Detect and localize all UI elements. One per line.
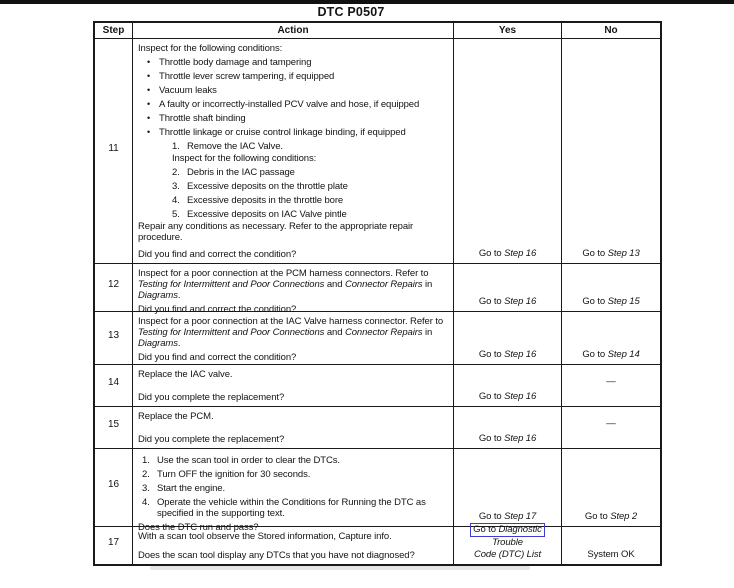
yes-cell xyxy=(454,312,562,365)
question-text: Does the DTC run and pass? xyxy=(138,522,259,533)
numbered-item xyxy=(142,497,449,519)
goto-text: Go to Step 16 xyxy=(478,247,537,259)
bullet-item xyxy=(147,99,449,110)
bullet-text: Throttle shaft binding xyxy=(159,113,246,124)
question-text: Does the scan tool display any DTCs that you have not diagnosed? xyxy=(138,550,415,561)
numbered-item xyxy=(172,209,449,220)
number-label: 2. xyxy=(172,167,180,178)
step-cell: 11 xyxy=(95,39,133,264)
column-header-no: No xyxy=(562,23,660,39)
numbered-text: Operate the vehicle within the Conditions for Running the DTC as specified in the supporting text. xyxy=(157,497,426,519)
number-label: 3. xyxy=(142,483,150,494)
bullet-icon: • xyxy=(147,127,151,137)
step-cell: 14 xyxy=(95,365,133,407)
bullet-item xyxy=(147,71,449,82)
action-cell xyxy=(133,264,454,315)
goto-text: Go to Step 16 xyxy=(478,390,537,402)
yes-cell xyxy=(454,365,562,407)
bullet-text: Vacuum leaks xyxy=(159,85,217,96)
numbered-item xyxy=(172,167,449,178)
goto-text: Go to Step 15 xyxy=(582,295,640,307)
question-text: Did you find and correct the condition? xyxy=(138,352,297,363)
number-label: 1. xyxy=(172,141,180,152)
goto-text: System OK xyxy=(587,548,635,560)
step-cell: 17 xyxy=(95,527,133,564)
numbered-item xyxy=(172,141,449,152)
numbered-item xyxy=(142,455,449,466)
question-text: Did you find and correct the condition? xyxy=(138,304,297,315)
bullet-text: Throttle body damage and tampering xyxy=(159,57,312,68)
bullet-item xyxy=(147,85,449,96)
number-label: 3. xyxy=(172,181,180,192)
number-label: 4. xyxy=(142,497,150,508)
step-cell: 16 xyxy=(95,449,133,527)
no-cell xyxy=(562,449,660,527)
column-header-action: Action xyxy=(133,23,454,39)
goto-text: Go to Step 13 xyxy=(582,247,640,259)
scan-artifact xyxy=(150,566,530,570)
numbered-text: Use the scan tool in order to clear the DTCs. xyxy=(157,455,340,466)
bullet-icon: • xyxy=(147,113,151,123)
yes-cell xyxy=(454,39,562,264)
goto-text: Go to Step 14 xyxy=(582,348,640,360)
no-cell xyxy=(562,527,660,564)
numbered-item xyxy=(172,153,449,164)
number-label: 5. xyxy=(172,209,180,220)
no-cell xyxy=(562,365,660,407)
step-cell: 15 xyxy=(95,407,133,449)
page-title: DTC P0507 xyxy=(317,5,385,19)
action-cell xyxy=(133,312,454,365)
column-header-yes: Yes xyxy=(454,23,562,39)
dtc-table xyxy=(93,21,662,566)
column-header-step: Step xyxy=(95,23,133,39)
goto-text: Go to Step 16 xyxy=(478,432,537,444)
bullet-text: Throttle linkage or cruise control linkage binding, if equipped xyxy=(159,127,406,138)
goto-text: Go to Step 16 xyxy=(478,295,537,307)
yes-cell xyxy=(454,449,562,527)
numbered-text: Start the engine. xyxy=(157,483,226,494)
yes-cell xyxy=(454,407,562,449)
yes-cell xyxy=(454,264,562,312)
action-text: Replace the IAC valve. xyxy=(138,369,233,380)
bullet-icon: • xyxy=(147,99,151,109)
no-cell xyxy=(562,264,660,312)
action-text: Repair any conditions as necessary. Refer to the appropriate repair procedure. xyxy=(138,221,414,243)
bullet-item xyxy=(147,113,449,124)
dash-placeholder: — xyxy=(606,417,616,429)
bullet-icon: • xyxy=(147,57,151,67)
action-text: With a scan tool observe the Stored information, Capture info. xyxy=(138,531,392,542)
yes-cell xyxy=(454,524,562,564)
top-scan-bar xyxy=(0,0,734,4)
bullet-item xyxy=(147,57,449,68)
goto-text: Go to Step 2 xyxy=(584,510,638,522)
bullet-icon: • xyxy=(147,71,151,81)
action-text: Inspect for the following conditions: xyxy=(138,43,283,54)
numbered-item xyxy=(172,195,449,206)
no-cell xyxy=(562,39,660,264)
action-text: Inspect for a poor connection at the IAC Valve harness connector. Refer to Testing for Intermittent and Poor Connections and Connector Repairs in Diagrams. xyxy=(138,316,444,349)
goto-text: Go to Step 16 xyxy=(478,348,537,360)
bullet-text: Throttle lever screw tampering, if equipped xyxy=(159,71,335,82)
numbered-text: Turn OFF the ignition for 30 seconds. xyxy=(157,469,311,480)
numbered-text: Remove the IAC Valve. xyxy=(187,141,283,152)
goto-text: Code (DTC) List xyxy=(473,548,542,560)
bullet-item xyxy=(147,127,449,138)
step-cell: 12 xyxy=(95,264,133,312)
numbered-item xyxy=(142,483,449,494)
bullet-icon: • xyxy=(147,85,151,95)
action-cell xyxy=(133,449,454,533)
numbered-text: Excessive deposits in the throttle bore xyxy=(187,195,344,206)
dash-placeholder: — xyxy=(606,375,616,387)
numbered-text: Excessive deposits on IAC Valve pintle xyxy=(187,209,347,220)
numbered-item xyxy=(172,181,449,192)
numbered-text: Debris in the IAC passage xyxy=(187,167,295,178)
numbered-item xyxy=(142,469,449,480)
action-text: Replace the PCM. xyxy=(138,411,214,422)
goto-text: Trouble xyxy=(492,537,523,548)
numbered-text: Inspect for the following conditions: xyxy=(172,153,317,164)
action-cell xyxy=(133,527,454,564)
action-cell xyxy=(133,365,454,407)
goto-diagnostic-link[interactable]: Go to Diagnostic xyxy=(470,523,545,537)
no-cell xyxy=(562,312,660,365)
number-label: 2. xyxy=(142,469,150,480)
number-label: 1. xyxy=(142,455,150,466)
question-text: Did you complete the replacement? xyxy=(138,392,285,403)
question-text: Did you find and correct the condition? xyxy=(138,249,297,260)
action-cell xyxy=(133,407,454,449)
number-label: 4. xyxy=(172,195,180,206)
numbered-text: Excessive deposits on the throttle plate xyxy=(187,181,348,192)
action-cell xyxy=(133,39,454,264)
action-text: Inspect for a poor connection at the PCM harness connectors. Refer to Testing for Intermittent and Poor Connections and Connector Repairs in Diagrams. xyxy=(138,268,433,301)
no-cell xyxy=(562,407,660,449)
question-text: Did you complete the replacement? xyxy=(138,434,285,445)
step-cell: 13 xyxy=(95,312,133,365)
bullet-text: A faulty or incorrectly-installed PCV valve and hose, if equipped xyxy=(159,99,420,110)
goto-text: Go to Step 17 xyxy=(478,510,537,522)
